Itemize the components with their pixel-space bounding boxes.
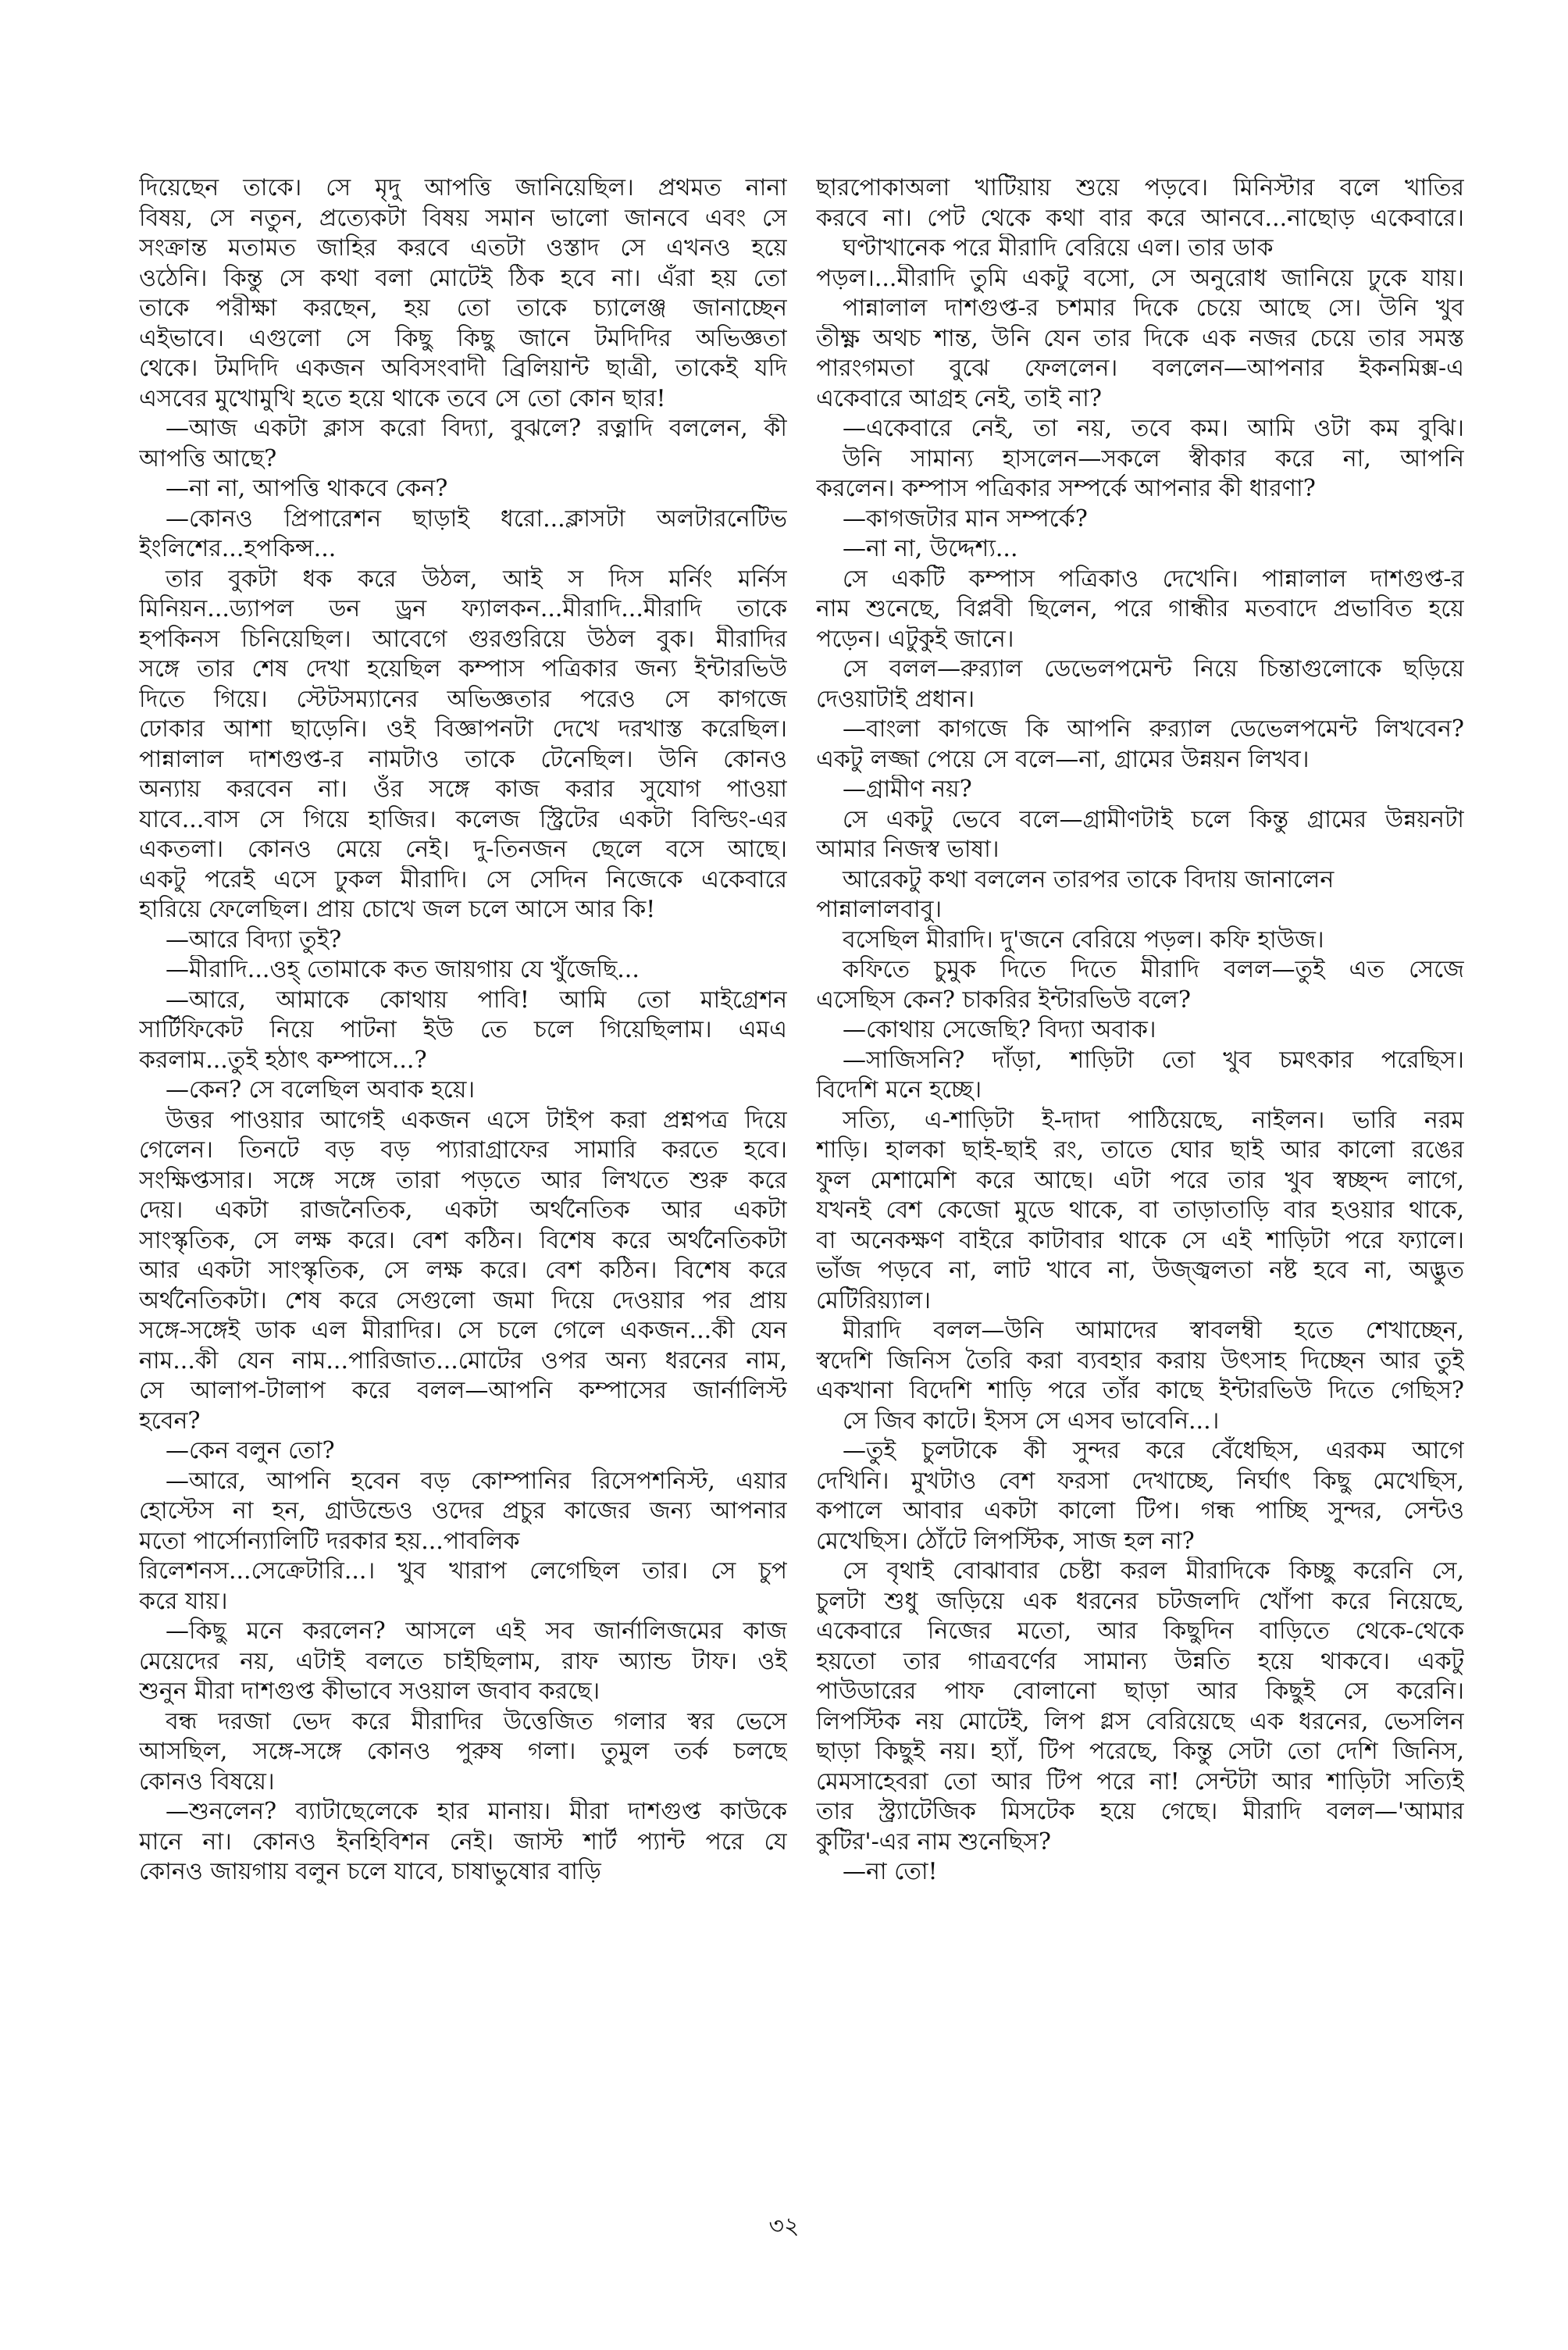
- text-line: দেওয়াটাই প্রধান।: [816, 685, 975, 713]
- text-line: ঢোকার আশা ছাড়েনি। ওই বিজ্ঞাপনটা দেখে দরখাস্ত করেছিল।: [139, 715, 787, 743]
- text-line: —কিছু মনে করলেন? আসলে এই সব জার্নালিজমের কাজ: [166, 1617, 787, 1645]
- text-line: পারংগমতা বুঝে ফেললেন। বললেন—আপনার ইকনমিক্স-এ: [816, 355, 1464, 382]
- text-line: —কোথায় সেজেছি? বিদ্যা অবাক।: [843, 1016, 1156, 1043]
- text-line: এইভাবে। এগুলো সে কিছু কিছু জানে টমদিদির অভিজ্ঞতা: [139, 324, 787, 352]
- text-line: বিদেশি মনে হচ্ছে।: [816, 1076, 982, 1104]
- text-line: গেলেন। তিনটে বড় বড় প্যারাগ্রাফের সামারি করতে হবে।: [139, 1136, 787, 1164]
- text-line: এসবের মুখোমুখি হতে হয়ে থাকে তবে সে তো কোন ছার!: [139, 384, 666, 412]
- text-line: সে বলল—রুর‍্যাল ডেভেলপমেন্ট নিয়ে চিন্তাগুলোকে ছড়িয়ে: [843, 655, 1464, 683]
- text-line: সে আলাপ-টালাপ করে বলল—আপনি কম্পাসের জার্নালিস্ট: [139, 1377, 787, 1404]
- text-line: বসেছিল মীরাদি। দু'জনে বেরিয়ে পড়ল। কফি হাউজ।: [843, 925, 1324, 954]
- text-line: মেমসাহেবরা তো আর টিপ পরে না! সেন্টটা আর শাড়িটা সত্যিই: [816, 1767, 1464, 1795]
- text-line: সংক্ষিপ্তসার। সঙ্গে সঙ্গে তারা পড়তে আর লিখতে শুরু করে: [139, 1166, 787, 1194]
- text-line: কোনও জায়গায় বলুন চলে যাবে, চাষাভুষোর বাড়ি: [139, 1858, 601, 1885]
- text-line: স্বদেশি জিনিস তৈরি করা ব্যবহার করায় উৎসাহ দিচ্ছেন আর তুই: [816, 1346, 1464, 1375]
- text-line: দেখিনি। মুখটাও বেশ ফরসা দেখাচ্ছে, নির্ঘাৎ কিছু মেখেছিস,: [816, 1467, 1464, 1495]
- text-line: লিপস্টিক নয় মোটেই, লিপ গ্লস বেরিয়েছে এক ধরনের, ভেসলিন: [816, 1707, 1464, 1735]
- text-line: তীক্ষ্ণ অথচ শান্ত, উনি যেন তার দিকে এক নজর চেয়ে তার সমস্ত: [816, 324, 1464, 352]
- text-line: সংক্রান্ত মতামত জাহির করবে এতটা ওস্তাদ সে এখনও হয়ে: [139, 234, 787, 262]
- text-line: ছারপোকাঅলা খাটিয়ায় শুয়ে পড়বে। মিনিস্টার বলে খাতির: [816, 174, 1464, 201]
- text-line: সে একটু ভেবে বলে—গ্রামীণটাই চলে কিন্তু গ্রামের উন্নয়নটা: [843, 805, 1464, 833]
- text-line: কফিতে চুমুক দিতে দিতে মীরাদি বলল—তুই এত সেজে: [843, 956, 1464, 983]
- text-line: সে জিব কাটে। ইসস সে এসব ভাবেনি...।: [843, 1407, 1220, 1435]
- text-line: পাউডারের পাফ বোলানো ছাড়া আর কিছুই সে করেনি।: [816, 1678, 1464, 1705]
- text-line: রিলেশনস...সেক্রেটারি...। খুব খারাপ লেগেছিল তার। সে চুপ: [139, 1557, 787, 1585]
- text-line: মতো পার্সোন্যালিটি দরকার হয়...পাবলিক: [139, 1527, 520, 1555]
- text-line: একেবারে নিজের মতো, আর কিছুদিন বাড়িতে থেকে-থেকে: [816, 1617, 1464, 1645]
- text-line: হারিয়ে ফেলেছিল। প্রায় চোখে জল চলে আসে আর কি!: [139, 896, 656, 923]
- text-line: আসছিল, সঙ্গে-সঙ্গে কোনও পুরুষ গলা। তুমুল তর্ক চলছে: [139, 1738, 787, 1765]
- text-line: অন্যায় করবেন না। ওঁর সঙ্গে কাজ করার সুযোগ পাওয়া: [139, 776, 787, 803]
- text-line: সার্টিফিকেট নিয়ে পাটনা ইউ তে চলে গিয়েছিলাম। এমএ: [139, 1016, 787, 1043]
- text-line: নাম...কী যেন নাম...পারিজাত...মোটের ওপর অন্য ধরনের নাম,: [139, 1346, 787, 1375]
- text-line: ছাড়া কিছুই নয়। হ্যাঁ, টিপ পরেছে, কিন্তু সেটা তো দেশি জিনিস,: [816, 1738, 1464, 1765]
- text-line: হয়তো তার গাত্রবর্ণের সামান্য উন্নতি হয়ে থাকবে। একটু: [816, 1647, 1464, 1675]
- text-line: —একেবারে নেই, তা নয়, তবে কম। আমি ওটা কম বুঝি।: [843, 415, 1464, 442]
- text-line: মিনিয়ন...ড্যাপল ডন ড্রন ফ্যালকন...মীরাদি...মীরাদি তাকে: [139, 595, 787, 622]
- text-line: শুনুন মীরা দাশগুপ্ত কীভাবে সওয়াল জবাব করছে।: [139, 1678, 600, 1705]
- text-line: মেখেছিস। ঠোঁটে লিপস্টিক, সাজ হল না?: [816, 1527, 1195, 1555]
- text-line: করলাম...তুই হঠাৎ কম্পাসে...?: [139, 1046, 427, 1074]
- text-line: —শুনলেন? ব্যাটাছেলেকে হার মানায়। মীরা দাশগুপ্ত কাউকে: [166, 1798, 787, 1825]
- text-line: সঙ্গে তার শেষ দেখা হয়েছিল কম্পাস পত্রিকার জন্য ইন্টারভিউ: [139, 655, 787, 683]
- text-line: আমার নিজস্ব ভাষা।: [816, 836, 1000, 863]
- text-line: —কেন বলুন তো?: [166, 1437, 335, 1464]
- text-line: পান্নালালবাবু।: [816, 896, 943, 923]
- text-line: করবে না। পেট থেকে কথা বার করে আনবে...নাছোড় একেবারে।: [816, 204, 1464, 232]
- text-line: —না না, উদ্দেশ্য...: [843, 535, 1018, 562]
- text-line: —গ্রামীণ নয়?: [843, 776, 972, 803]
- text-line: —কাগজটার মান সম্পর্কে?: [843, 505, 1088, 533]
- text-line: বা অনেকক্ষণ বাইরে কাটাবার থাকে সে এই শাড়িটা পরে ফ্যালে।: [816, 1226, 1464, 1254]
- text-line: সে বৃথাই বোঝাবার চেষ্টা করল মীরাদিকে কিচ্ছু করেনি সে,: [843, 1557, 1464, 1585]
- text-line: —আরে, আমাকে কোথায় পাবি! আমি তো মাইগ্রেশন: [166, 986, 787, 1014]
- text-line: —আজ একটা ক্লাস করো বিদ্যা, বুঝলে? রত্নাদি বললেন, কী: [166, 415, 787, 442]
- text-line: সে একটি কম্পাস পত্রিকাও দেখেনি। পান্নালাল দাশগুপ্ত-র: [843, 565, 1464, 593]
- text-line: —না তো!: [843, 1858, 938, 1885]
- text-line: উনি সামান্য হাসলেন—সকলে স্বীকার করে না, আপনি: [843, 444, 1464, 472]
- text-line: হোস্টেস না হন, গ্রাউন্ডেও ওদের প্রচুর কাজের জন্য আপনার: [139, 1497, 787, 1524]
- text-line: —সাজিসনি? দাঁড়া, শাড়িটা তো খুব চমৎকার পরেছিস।: [843, 1046, 1464, 1074]
- text-line: এসেছিস কেন? চাকরির ইন্টারভিউ বলে?: [816, 986, 1191, 1014]
- text-line: মীরাদি বলল—উনি আমাদের স্বাবলম্বী হতে শেখাচ্ছেন,: [843, 1317, 1464, 1344]
- right-text-column: [816, 173, 1464, 1888]
- text-line: দেয়। একটা রাজনৈতিক, একটা অর্থনৈতিক আর একটা: [139, 1196, 787, 1224]
- text-line: কপালে আবার একটা কালো টিপ। গন্ধ পাচ্ছি সুন্দর, সেন্টও: [816, 1497, 1464, 1524]
- text-line: একটু লজ্জা পেয়ে সে বলে—না, গ্রামের উন্নয়ন লিখব।: [816, 745, 1310, 773]
- text-line: হপকিনস চিনিয়েছিল। আবেগে গুরগুরিয়ে উঠল বুক। মীরাদির: [139, 625, 787, 653]
- text-line: কুটির'-এর নাম শুনেছিস?: [816, 1828, 1051, 1856]
- text-line: আরেকটু কথা বললেন তারপর তাকে বিদায় জানালেন: [843, 865, 1335, 893]
- left-text-column: [139, 173, 787, 1888]
- text-line: একটু পরেই এসে ঢুকল মীরাদি। সে সেদিন নিজেকে একেবারে: [139, 865, 787, 893]
- text-line: একেবারে আগ্রহ নেই, তাই না?: [816, 384, 1102, 412]
- text-line: পান্নালাল দাশগুপ্ত-র নামটাও তাকে টেনেছিল। উনি কোনও: [139, 745, 787, 773]
- text-line: ইংলিশের...হপকিন্স...: [139, 535, 337, 562]
- text-line: পড়েন। এটুকুই জানে।: [816, 625, 1014, 653]
- text-line: —না না, আপত্তি থাকবে কেন?: [166, 475, 448, 502]
- text-line: —আরে বিদ্যা তুই?: [166, 925, 342, 954]
- text-line: বন্ধ দরজা ভেদ করে মীরাদির উত্তেজিত গলার স্বর ভেসে: [166, 1707, 787, 1735]
- text-line: —মীরাদি...ওহ্ তোমাকে কত জায়গায় যে খুঁজেছি...: [166, 956, 640, 983]
- text-line: যখনই বেশ কেজো মুডে থাকে, বা তাড়াতাড়ি বার হওয়ার থাকে,: [816, 1196, 1464, 1224]
- text-line: ওঠেনি। কিন্তু সে কথা বলা মোটেই ঠিক হবে না। এঁরা হয় তো: [139, 264, 787, 292]
- text-line: পড়ল।...মীরাদি তুমি একটু বসো, সে অনুরোধ জানিয়ে ঢুকে যায়।: [816, 264, 1464, 292]
- text-line: মানে না। কোনও ইনহিবিশন নেই। জাস্ট শার্ট প্যান্ট পরে যে: [139, 1828, 787, 1856]
- text-line: পান্নালাল দাশগুপ্ত-র চশমার দিকে চেয়ে আছে সে। উনি খুব: [843, 294, 1464, 322]
- text-line: থেকে। টমদিদি একজন অবিসংবাদী ব্রিলিয়ান্ট ছাত্রী, তাকেই যদি: [139, 355, 787, 382]
- text-line: আপত্তি আছে?: [139, 444, 277, 472]
- text-line: একতলা। কোনও মেয়ে নেই। দু-তিনজন ছেলে বসে আছে।: [139, 836, 787, 863]
- text-line: হবেন?: [139, 1407, 201, 1435]
- text-line: ভাঁজ পড়বে না, লাট খাবে না, উজ্জ্বলতা নষ্ট হবে না, অদ্ভুত: [816, 1257, 1464, 1284]
- text-line: তার স্ট্র্যাটেজিক মিসটেক হয়ে গেছে। মীরাদি বলল—'আমার: [816, 1798, 1464, 1825]
- text-line: মেটিরিয়্যাল।: [816, 1286, 931, 1314]
- text-line: —কেন? সে বলেছিল অবাক হয়ে।: [166, 1076, 476, 1104]
- text-line: —বাংলা কাগজে কি আপনি রুর‍্যাল ডেভেলপমেন্ট লিখবেন?: [843, 715, 1464, 743]
- text-line: ফুল মেশামেশি করে আছে। এটা পরে তার খুব স্বচ্ছন্দ লাগে,: [816, 1166, 1464, 1194]
- text-line: তার বুকটা ধক করে উঠল, আই স দিস মর্নিং মর্নিস: [166, 565, 787, 593]
- text-line: চুলটা শুধু জড়িয়ে এক ধরনের চটজলদি খোঁপা করে নিয়েছে,: [816, 1587, 1464, 1615]
- text-line: মেয়েদের নয়, এটাই বলতে চাইছিলাম, রাফ অ্যান্ড টাফ। ওই: [139, 1647, 787, 1675]
- text-line: দিয়েছেন তাকে। সে মৃদু আপত্তি জানিয়েছিল। প্রথমত নানা: [139, 174, 787, 201]
- text-line: করে যায়।: [139, 1587, 228, 1615]
- text-line: উত্তর পাওয়ার আগেই একজন এসে টাইপ করা প্রশ্নপত্র দিয়ে: [166, 1106, 787, 1134]
- text-line: নাম শুনেছে, বিপ্লবী ছিলেন, পরে গান্ধীর মতবাদে প্রভাবিত হয়ে: [816, 595, 1464, 622]
- text-line: ঘণ্টাখানেক পরে মীরাদি বেরিয়ে এল। তার ডাক: [843, 234, 1274, 262]
- text-line: —কোনও প্রিপারেশন ছাড়াই ধরো...ক্লাসটা অলটারনেটিভ: [166, 505, 787, 533]
- text-line: করলেন। কম্পাস পত্রিকার সম্পর্কে আপনার কী ধারণা?: [816, 475, 1316, 502]
- text-line: একখানা বিদেশি শাড়ি পরে তাঁর কাছে ইন্টারভিউ দিতে গেছিস?: [816, 1377, 1464, 1404]
- text-line: শাড়ি। হালকা ছাই-ছাই রং, তাতে ঘোর ছাই আর কালো রঙের: [816, 1136, 1464, 1164]
- text-line: সত্যি, এ-শাড়িটা ই-দাদা পাঠিয়েছে, নাইলন। ভারি নরম: [843, 1106, 1464, 1134]
- page-number: ৩২: [768, 2213, 800, 2240]
- text-line: সাংস্কৃতিক, সে লক্ষ করে। বেশ কঠিন। বিশেষ করে অর্থনৈতিকটা: [139, 1226, 787, 1254]
- text-line: —আরে, আপনি হবেন বড় কোম্পানির রিসেপশনিস্ট, এয়ার: [166, 1467, 787, 1495]
- text-line: বিষয়, সে নতুন, প্রত্যেকটা বিষয় সমান ভালো জানবে এবং সে: [139, 204, 787, 232]
- text-line: আর একটা সাংস্কৃতিক, সে লক্ষ করে। বেশ কঠিন। বিশেষ করে: [139, 1257, 787, 1284]
- text-line: যাবে...বাস সে গিয়ে হাজির। কলেজ স্ট্রিটের একটা বিল্ডিং-এর: [139, 805, 787, 833]
- text-line: —তুই চুলটাকে কী সুন্দর করে বেঁধেছিস, এরকম আগে: [843, 1437, 1464, 1464]
- text-line: কোনও বিষয়ে।: [139, 1767, 275, 1795]
- text-line: অর্থনৈতিকটা। শেষ করে সেগুলো জমা দিয়ে দেওয়ার পর প্রায়: [139, 1286, 787, 1314]
- text-line: সঙ্গে-সঙ্গেই ডাক এল মীরাদির। সে চলে গেলে একজন...কী যেন: [139, 1317, 787, 1344]
- text-line: তাকে পরীক্ষা করছেন, হয় তো তাকে চ্যালেঞ্জ জানাচ্ছেন: [139, 294, 787, 322]
- text-line: দিতে গিয়ে। স্টেটসম্যানের অভিজ্ঞতার পরেও সে কাগজে: [139, 685, 787, 713]
